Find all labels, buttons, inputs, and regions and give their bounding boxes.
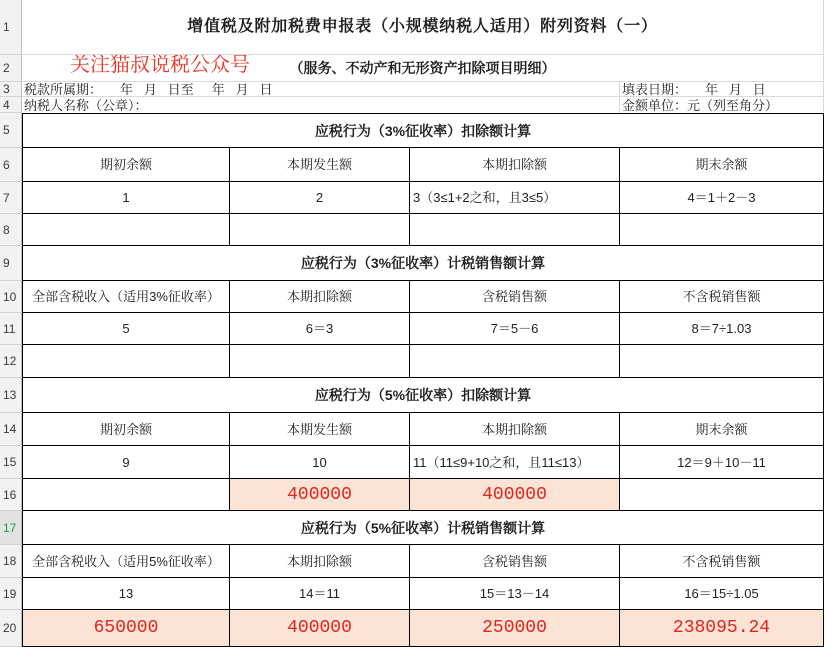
form-title[interactable]: 增值税及附加税费申报表（小规模纳税人适用）附列资料（一） bbox=[22, 0, 824, 55]
row-header-1[interactable]: 1 bbox=[0, 0, 22, 55]
section-header-5pct-sales[interactable]: 应税行为（5%征收率）计税销售额计算 bbox=[22, 511, 824, 545]
row-header-6[interactable]: 6 bbox=[0, 148, 22, 182]
amount-line-7[interactable] bbox=[410, 345, 620, 378]
row-header-14[interactable]: 14 bbox=[0, 413, 22, 446]
line-code-3[interactable]: 3（3≤1+2之和，且3≤5） bbox=[410, 182, 620, 214]
row-header-15[interactable]: 15 bbox=[0, 446, 22, 479]
s1-col-current-deduction[interactable]: 本期扣除额 bbox=[410, 148, 620, 182]
s1-col-current-incurred[interactable]: 本期发生额 bbox=[230, 148, 410, 182]
s4-col-tax-inclusive-sales[interactable]: 含税销售额 bbox=[410, 545, 620, 578]
s3-col-closing-balance[interactable]: 期末余额 bbox=[620, 413, 824, 446]
amount-line-5[interactable] bbox=[22, 345, 230, 378]
amount-line-1[interactable] bbox=[22, 214, 230, 246]
amount-line-10[interactable]: 400000 bbox=[230, 479, 410, 511]
taxpayer-name-cell[interactable]: 纳税人名称（公章）： bbox=[22, 97, 620, 113]
tax-period-cell[interactable]: 税款所属期： 年 月 日至 年 月 日 bbox=[22, 82, 620, 97]
line-code-6[interactable]: 6＝3 bbox=[230, 313, 410, 345]
amount-line-3[interactable] bbox=[410, 214, 620, 246]
s4-col-current-deduction[interactable]: 本期扣除额 bbox=[230, 545, 410, 578]
row-header-16[interactable]: 16 bbox=[0, 479, 22, 511]
s3-col-current-incurred[interactable]: 本期发生额 bbox=[230, 413, 410, 446]
row-header-12[interactable]: 12 bbox=[0, 345, 22, 378]
section-header-3pct-deduction[interactable]: 应税行为（3%征收率）扣除额计算 bbox=[22, 113, 824, 148]
line-code-14[interactable]: 14＝11 bbox=[230, 578, 410, 610]
s4-col-total-taxable-income[interactable]: 全部含税收入（适用5%征收率） bbox=[22, 545, 230, 578]
s2-col-tax-inclusive-sales[interactable]: 含税销售额 bbox=[410, 281, 620, 313]
amount-line-9[interactable] bbox=[22, 479, 230, 511]
line-code-9[interactable]: 9 bbox=[22, 446, 230, 479]
line-code-12[interactable]: 12＝9＋10－11 bbox=[620, 446, 824, 479]
amount-line-16[interactable]: 238095.24 bbox=[620, 610, 824, 647]
line-code-15[interactable]: 15＝13－14 bbox=[410, 578, 620, 610]
line-code-11[interactable]: 11（11≤9+10之和，且11≤13） bbox=[410, 446, 620, 479]
row-header-3[interactable]: 3 bbox=[0, 82, 22, 97]
row-header-17[interactable]: 17 bbox=[0, 511, 22, 545]
line-code-10[interactable]: 10 bbox=[230, 446, 410, 479]
row-header-4[interactable]: 4 bbox=[0, 97, 22, 113]
amount-line-8[interactable] bbox=[620, 345, 824, 378]
s3-col-current-deduction[interactable]: 本期扣除额 bbox=[410, 413, 620, 446]
row-header-11[interactable]: 11 bbox=[0, 313, 22, 345]
row-header-19[interactable]: 19 bbox=[0, 578, 22, 610]
amount-line-4[interactable] bbox=[620, 214, 824, 246]
s2-col-tax-exclusive-sales[interactable]: 不含税销售额 bbox=[620, 281, 824, 313]
line-code-13[interactable]: 13 bbox=[22, 578, 230, 610]
row-header-9[interactable]: 9 bbox=[0, 246, 22, 281]
row-header-20[interactable]: 20 bbox=[0, 610, 22, 647]
section-header-5pct-deduction[interactable]: 应税行为（5%征收率）扣除额计算 bbox=[22, 378, 824, 413]
s1-col-opening-balance[interactable]: 期初余额 bbox=[22, 148, 230, 182]
row-header-2[interactable]: 2 bbox=[0, 55, 22, 82]
fill-date-cell[interactable]: 填表日期： 年 月 日 bbox=[620, 82, 824, 97]
s3-col-opening-balance[interactable]: 期初余额 bbox=[22, 413, 230, 446]
amount-line-6[interactable] bbox=[230, 345, 410, 378]
line-code-16[interactable]: 16＝15÷1.05 bbox=[620, 578, 824, 610]
form-subtitle: （服务、不动产和无形资产扣除项目明细） bbox=[289, 60, 556, 76]
amount-line-15[interactable]: 250000 bbox=[410, 610, 620, 647]
s1-col-closing-balance[interactable]: 期末余额 bbox=[620, 148, 824, 182]
s4-col-tax-exclusive-sales[interactable]: 不含税销售额 bbox=[620, 545, 824, 578]
line-code-7[interactable]: 7＝5－6 bbox=[410, 313, 620, 345]
s2-col-total-taxable-income[interactable]: 全部含税收入（适用3%征收率） bbox=[22, 281, 230, 313]
line-code-1[interactable]: 1 bbox=[22, 182, 230, 214]
row-header-18[interactable]: 18 bbox=[0, 545, 22, 578]
row-header-7[interactable]: 7 bbox=[0, 182, 22, 214]
row-header-10[interactable]: 10 bbox=[0, 281, 22, 313]
s2-col-current-deduction[interactable]: 本期扣除额 bbox=[230, 281, 410, 313]
subtitle-cell[interactable] bbox=[22, 55, 824, 82]
amount-line-12[interactable] bbox=[620, 479, 824, 511]
amount-line-13[interactable]: 650000 bbox=[22, 610, 230, 647]
line-code-4[interactable]: 4＝1＋2－3 bbox=[620, 182, 824, 214]
amount-line-2[interactable] bbox=[230, 214, 410, 246]
amount-unit-cell[interactable]: 金额单位：元（列至角分） bbox=[620, 97, 824, 113]
promo-text: 关注猫叔说税公众号 bbox=[70, 55, 250, 76]
line-code-8[interactable]: 8＝7÷1.03 bbox=[620, 313, 824, 345]
row-header-13[interactable]: 13 bbox=[0, 378, 22, 413]
line-code-5[interactable]: 5 bbox=[22, 313, 230, 345]
row-header-5[interactable]: 5 bbox=[0, 113, 22, 148]
line-code-2[interactable]: 2 bbox=[230, 182, 410, 214]
section-header-3pct-sales[interactable]: 应税行为（3%征收率）计税销售额计算 bbox=[22, 246, 824, 281]
amount-line-14[interactable]: 400000 bbox=[230, 610, 410, 647]
row-header-8[interactable]: 8 bbox=[0, 214, 22, 246]
amount-line-11[interactable]: 400000 bbox=[410, 479, 620, 511]
